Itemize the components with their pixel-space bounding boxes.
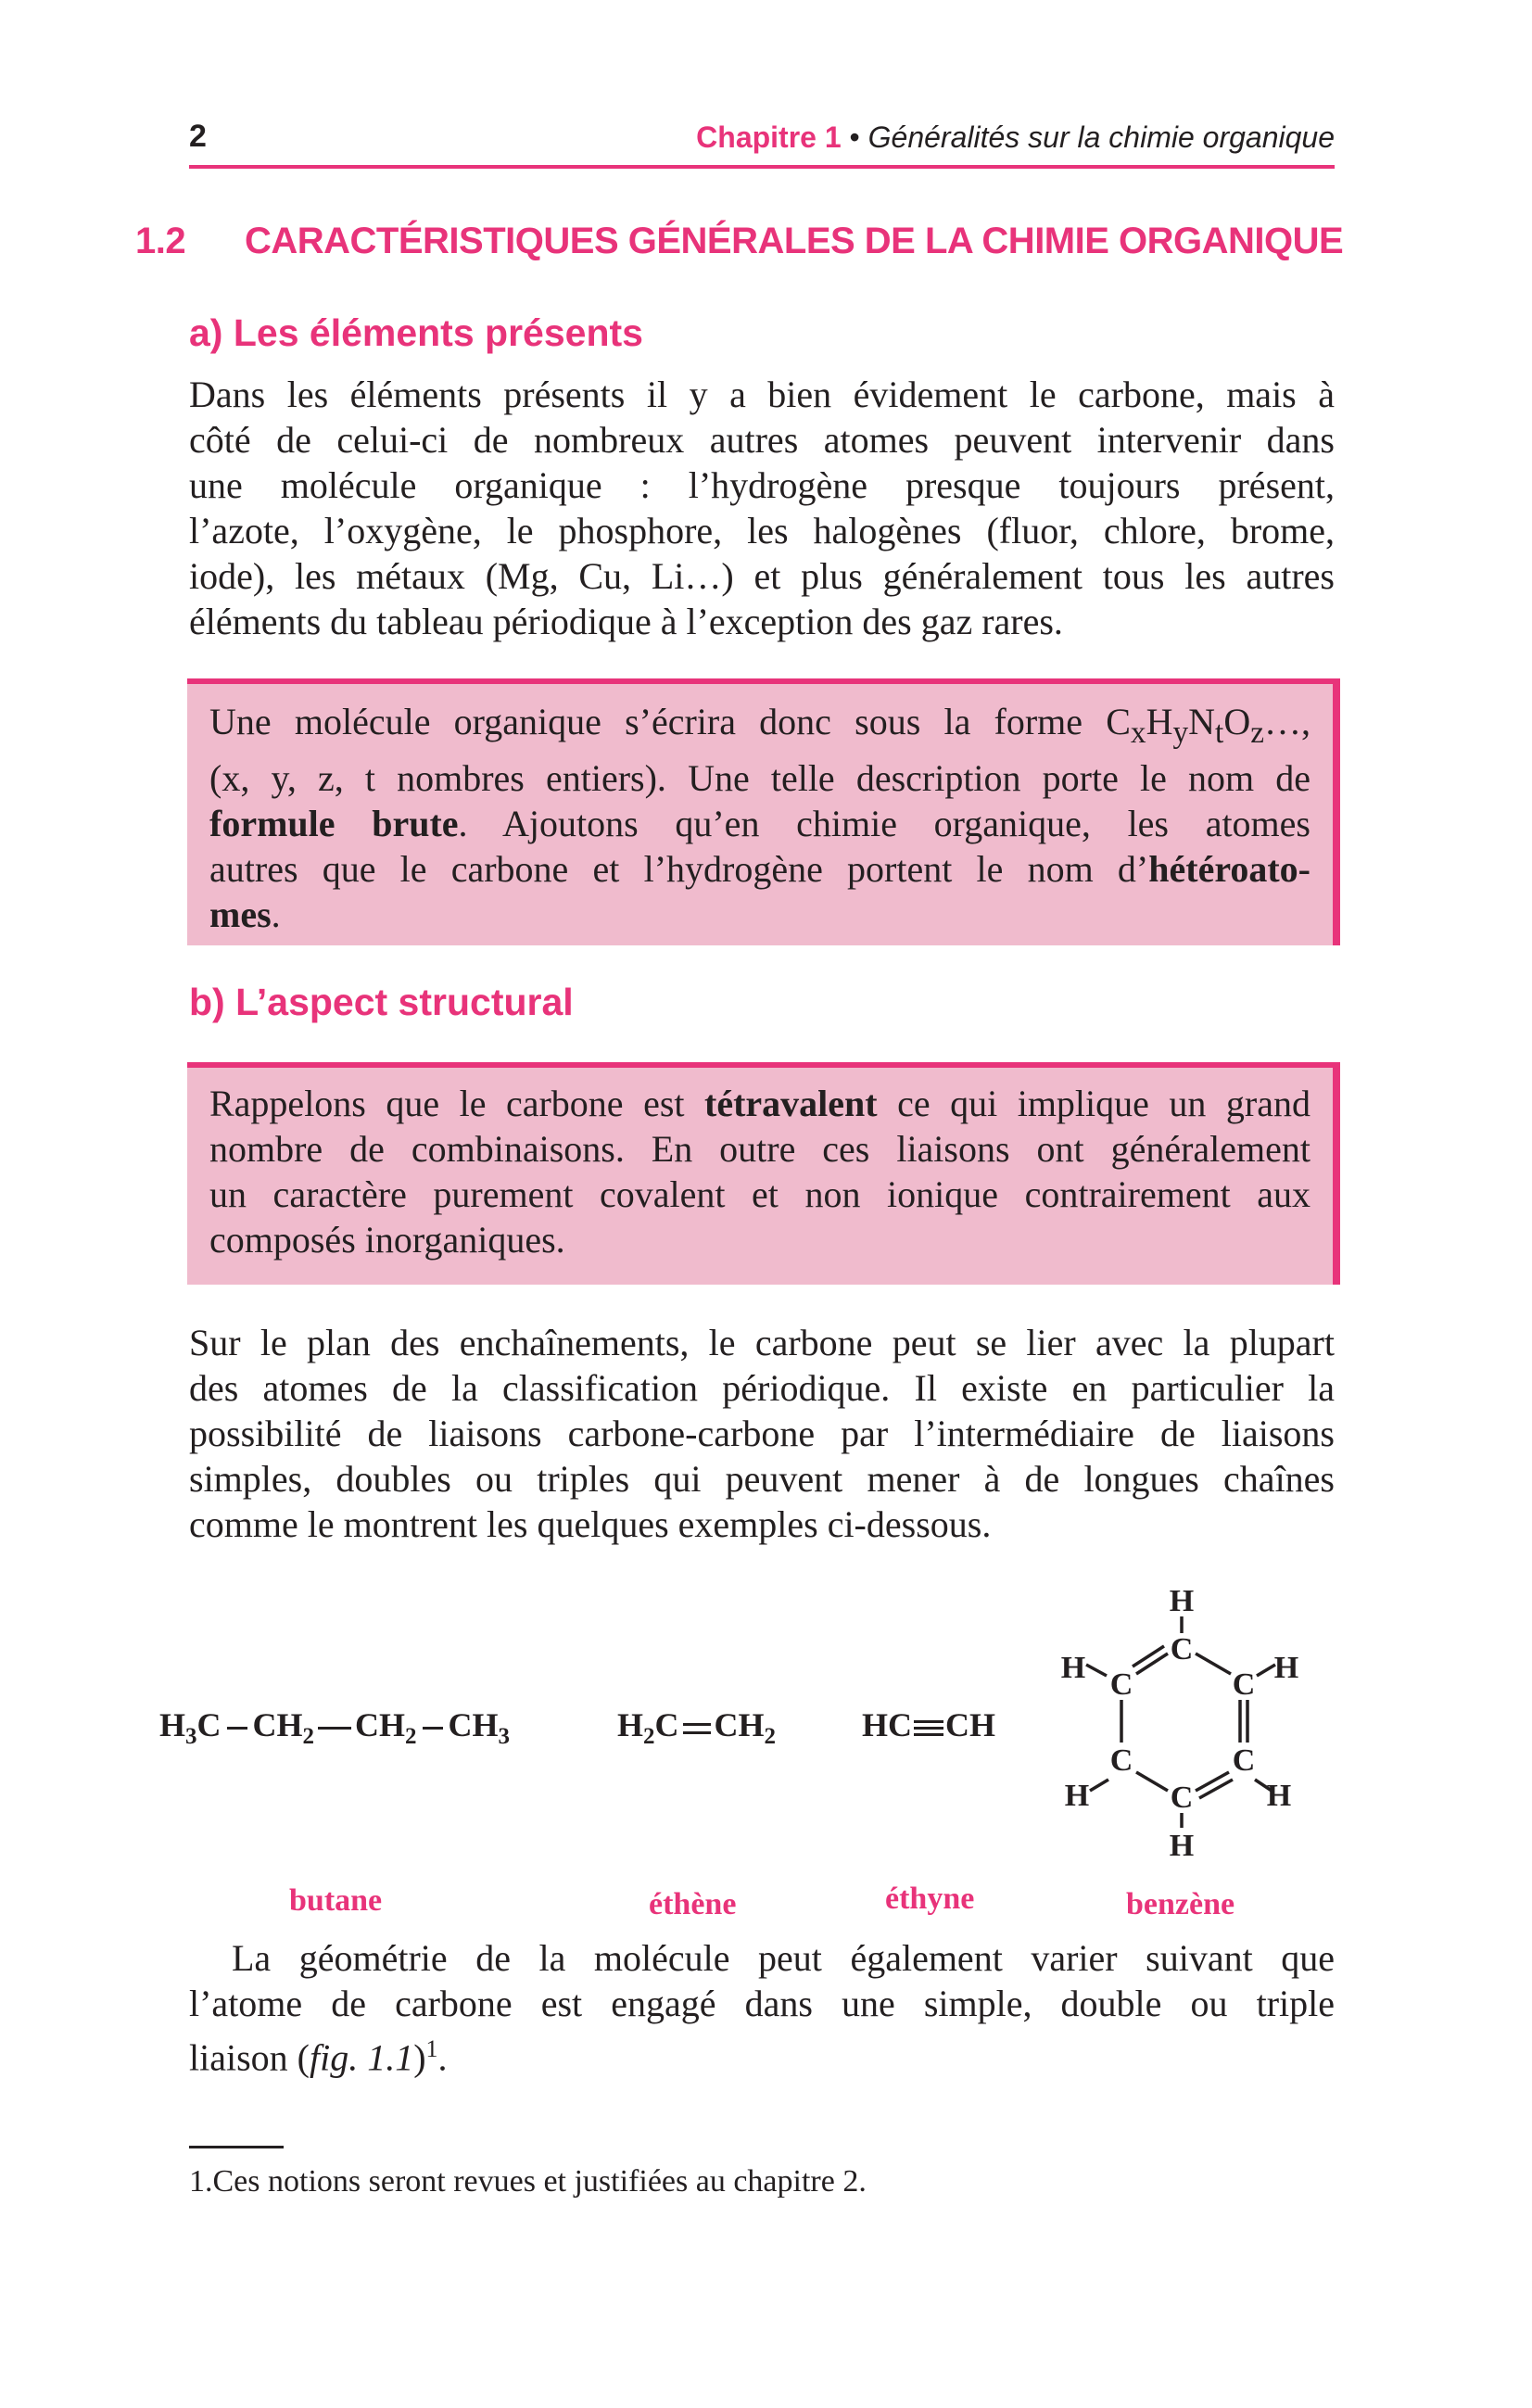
atom: C <box>654 1706 679 1743</box>
atom-group: CH <box>714 1706 765 1743</box>
text-line <box>209 892 1310 937</box>
formula-index: t <box>1215 716 1224 750</box>
formula-tail: …, <box>1264 701 1310 742</box>
section-number: 1.2 <box>135 221 186 261</box>
formula-atom: C <box>1106 701 1131 742</box>
benzene-h-top: H <box>1169 1584 1195 1618</box>
benzene-c-lower-left: C <box>1109 1743 1133 1778</box>
text-fragment: autres que le carbone et l’hydrogène portent le nom d’ <box>209 848 1149 890</box>
atom-group: CH <box>355 1706 406 1743</box>
page-number: 2 <box>189 119 207 154</box>
text-line: Dans les éléments présents il y a bien évidement le carbone, mais à <box>189 374 1335 415</box>
double-bond <box>683 1723 711 1734</box>
benzene-c-bottom: C <box>1170 1781 1194 1815</box>
footnote-text: Ces notions seront revues et justifiées au chapitre 2. <box>212 2164 867 2199</box>
formula <box>1106 701 1310 750</box>
atom-index: 2 <box>764 1724 777 1750</box>
text-fragment: Rappelons que le carbone est <box>209 1083 704 1124</box>
benzene-c-lower-right: C <box>1232 1743 1256 1778</box>
text-fragment: ) <box>413 2036 426 2079</box>
highlight-box-formula <box>187 678 1340 945</box>
section-title: CARACTÉRISTIQUES GÉNÉRALES DE LA CHIMIE ORGANIQUE <box>245 221 1344 261</box>
formula-index: z <box>1250 716 1264 750</box>
paragraph-elements <box>189 372 1335 644</box>
formula-index: y <box>1172 716 1189 750</box>
chapter-label: Chapitre 1 <box>696 120 842 154</box>
ethene-formula <box>617 1705 776 1750</box>
caption-butane: butane <box>289 1883 383 1918</box>
text-line: une molécule organique : l’hydrogène presque toujours présent, <box>189 464 1335 506</box>
atom-index: 3 <box>498 1724 511 1750</box>
chapter-reference <box>696 120 1335 155</box>
benzene-h-upper-right: H <box>1273 1651 1299 1685</box>
butane-formula <box>159 1705 510 1750</box>
formula-atom: O <box>1223 701 1251 742</box>
text-line: composés inorganiques. <box>209 1219 565 1261</box>
benzene-c-upper-left: C <box>1109 1667 1133 1702</box>
text-line: des atomes de la classification périodique. Il existe en particulier la <box>189 1367 1335 1409</box>
paragraph-chains <box>189 1320 1335 1547</box>
benzene-h-lower-right: H <box>1266 1779 1292 1813</box>
figure-reference: fig. 1.1 <box>309 2036 414 2079</box>
atom-group: CH <box>252 1706 303 1743</box>
text-fragment: ce qui implique un grand <box>877 1083 1310 1124</box>
text-line: possibilité de liaisons carbone-carbone par l’intermédiaire de liaisons <box>189 1413 1335 1454</box>
atom-index: 2 <box>302 1724 315 1750</box>
formula-atom: N <box>1188 701 1216 742</box>
ethyne-formula <box>862 1705 995 1744</box>
single-bond <box>318 1727 351 1730</box>
text-line: comme le montrent les quelques exemples ci-dessous. <box>189 1503 992 1545</box>
text-line <box>189 2026 1335 2080</box>
atom: H <box>159 1706 186 1743</box>
text-line: l’atome de carbone est engagé dans une simple, double ou triple <box>189 1983 1335 2024</box>
subsection-b-title: b) L’aspect structural <box>189 981 574 1023</box>
benzene-structure <box>1047 1576 1335 1872</box>
text-line <box>209 699 1310 755</box>
text-line <box>209 801 1310 846</box>
chapter-title: Généralités sur la chimie organique <box>867 120 1335 154</box>
benzene-h-upper-left: H <box>1060 1651 1086 1685</box>
atom: C <box>196 1706 222 1743</box>
formula-atom: H <box>1146 701 1173 742</box>
running-header <box>189 117 1335 172</box>
text-line: nombre de combinaisons. En outre ces liaisons ont généralement <box>209 1128 1310 1170</box>
text-line: Sur le plan des enchaînements, le carbone peut se lier avec la plupart <box>189 1322 1335 1363</box>
text-fragment: . <box>437 2036 448 2079</box>
text-line: iode), les métaux (Mg, Cu, Li…) et plus généralement tous les autres <box>189 555 1335 597</box>
subsection-a-title: a) Les éléments présents <box>189 311 643 354</box>
caption-ethyne: éthyne <box>885 1882 975 1916</box>
header-rule <box>189 165 1335 169</box>
benzene-c-top: C <box>1170 1632 1194 1667</box>
atom-index: 3 <box>185 1724 197 1750</box>
triple-bond <box>914 1720 943 1736</box>
text-fragment: . Ajoutons qu’en chimie organique, les atomes <box>458 803 1310 844</box>
footnote-rule <box>189 2146 284 2148</box>
benzene-h-lower-left: H <box>1064 1779 1090 1813</box>
footnote-number: 1. <box>189 2164 213 2199</box>
text-line <box>209 846 1310 892</box>
text-line: un caractère purement covalent et non ionique contrairement aux <box>209 1173 1310 1215</box>
text-line: côté de celui-ci de nombreux autres atomes peuvent intervenir dans <box>189 419 1335 461</box>
benzene-c-upper-right: C <box>1232 1667 1256 1702</box>
formula-index: x <box>1130 716 1146 750</box>
footnote <box>189 2164 867 2199</box>
text-line <box>209 1081 1310 1126</box>
benzene-h-bottom: H <box>1169 1829 1195 1863</box>
footnote-marker: 1 <box>425 2035 438 2062</box>
atom-group: HC <box>862 1706 912 1743</box>
header-separator: • <box>849 120 860 154</box>
text-fragment: liaison ( <box>189 2036 310 2079</box>
text-fragment: Une molécule organique s’écrira donc sous la forme <box>209 701 1107 742</box>
term-tetravalent: tétravalent <box>704 1083 878 1124</box>
atom-index: 2 <box>643 1724 655 1750</box>
text-line: l’azote, l’oxygène, le phosphore, les halogènes (fluor, chlore, brome, <box>189 510 1335 551</box>
term-formule-brute: formule brute <box>209 803 459 844</box>
text-fragment: . <box>271 893 281 935</box>
text-line: La géométrie de la molécule peut également varier suivant que <box>232 1937 1335 1979</box>
highlight-box-tetravalent <box>187 1062 1340 1285</box>
text-line: (x, y, z, t nombres entiers). Une telle description porte le nom de <box>209 757 1310 799</box>
single-bond <box>423 1727 443 1730</box>
atom: H <box>617 1706 644 1743</box>
term-heteroatomes-end: mes <box>209 893 272 935</box>
atom-group: CH <box>945 1706 995 1743</box>
atom-group: CH <box>448 1706 499 1743</box>
paragraph-geometry <box>189 1935 1335 2080</box>
section-heading <box>135 221 1344 262</box>
caption-ethene: éthène <box>649 1887 737 1921</box>
single-bond <box>227 1727 247 1730</box>
atom-index: 2 <box>405 1724 417 1750</box>
text-line: éléments du tableau périodique à l’exception des gaz rares. <box>189 601 1063 642</box>
caption-benzene: benzène <box>1126 1887 1235 1921</box>
text-line: simples, doubles ou triples qui peuvent mener à de longues chaînes <box>189 1458 1335 1500</box>
term-heteroatomes: hétéroato- <box>1148 848 1310 890</box>
